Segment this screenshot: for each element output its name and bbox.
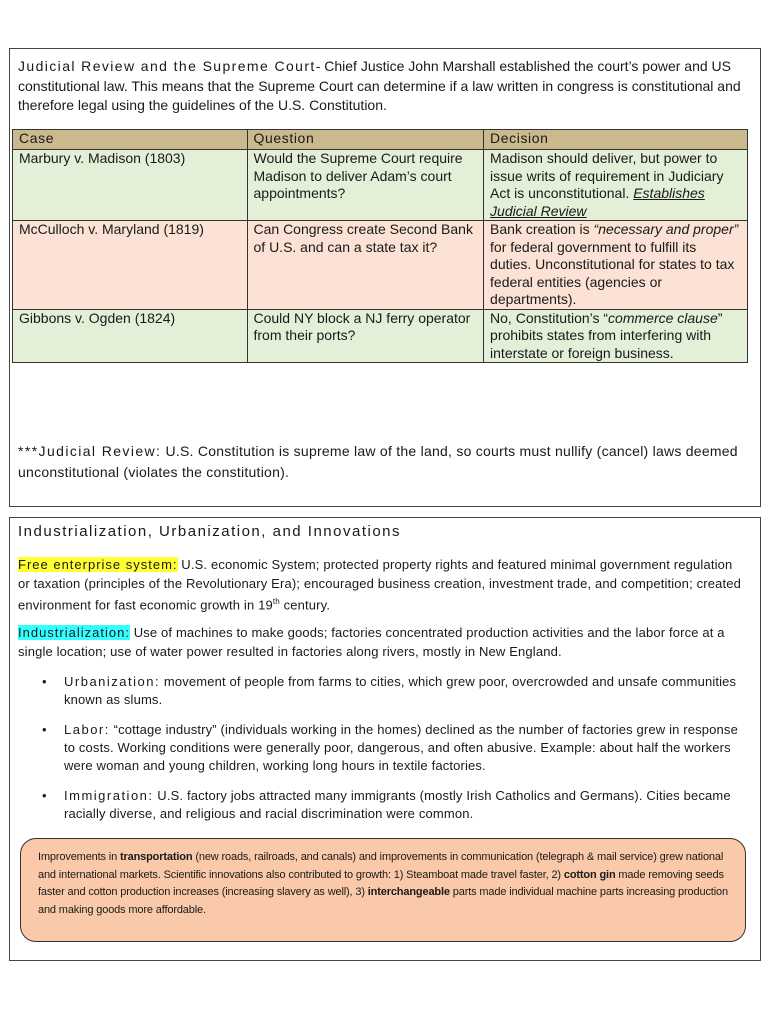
note-label: ***Judicial Review: — [18, 443, 162, 459]
keyword-transportation: transportation — [119, 851, 193, 863]
question-cell: Could NY block a NJ ferry operator from their ports? — [247, 309, 484, 363]
header-question: Question — [247, 130, 484, 150]
judicial-review-note — [18, 441, 753, 483]
table-row — [13, 221, 748, 310]
decision-cell: No, Constitution’s “commerce clause” prohibits states from interfering with interstate or foreign business. — [484, 309, 748, 363]
case-cell: Gibbons v. Ogden (1824) — [13, 309, 248, 363]
case-cell: Marbury v. Madison (1803) — [13, 150, 248, 221]
industrialization-paragraph: Industrialization: Use of machines to make goods; factories concentrated production activities and the labor force at a single location; use of water power resulted in factories along rivers, mostly in New England. — [18, 625, 725, 659]
industrialization-section — [9, 517, 761, 961]
question-cell: Can Congress create Second Bank of U.S. and can a state tax it? — [247, 221, 484, 310]
decision-cell: Bank creation is “necessary and proper” for federal government to fulfill its duties. Unconstitutional for states to tax federal entities (agencies or departments). — [484, 221, 748, 310]
keyword-cotton-gin: cotton gin — [563, 868, 616, 881]
bullet-list — [18, 673, 750, 835]
free-enterprise-paragraph: Free enterprise system: U.S. economic System; protected property rights and featured minimal government regulation or taxation (principles of the Revolutionary Era); encouraged business creation, investment trade, and competition; created environment for fast economic growth in 19th century. — [18, 557, 742, 613]
question-cell: Would the Supreme Court require Madison to deliver Adam’s court appointments? — [247, 150, 484, 221]
judicial-intro-text: Chief Justice John Marshall established the court’s power and US constitutional law. This means that the Supreme Court can determine if a law written in congress is constitutional and therefore legal using the guidelines of the U.S. Constitution. — [18, 58, 741, 113]
judicial-review-section — [9, 48, 761, 507]
table-header-row — [13, 130, 748, 150]
judicial-review-emphasis: Establishes Judicial Review — [490, 185, 705, 219]
bullet-icon: • — [42, 674, 47, 689]
table-row — [13, 309, 748, 363]
improvements-callout: Improvements in transportation (new roads, railroads, and canals) and improvements in communication (telegraph & mail service) grew national and international markets. Scientific innovations also contributed to growth: 1) Steamboat made travel faster, 2) cotton gin made removing seeds faster and cotton production increases (increasing slavery as well), 3) interchangeable parts made individual machine parts increasing production and making goods more affordable. — [20, 838, 746, 942]
header-decision: Decision — [484, 130, 748, 150]
list-item: • Labor: “cottage industry” (individuals working in the homes) declined as the number of factories grew in response to costs. Working conditions were generally poor, dangerous, and often abusive. Example: about half the workers were woman and young children, working long hours in textile factories. — [42, 722, 738, 773]
bullet-icon: • — [42, 722, 47, 737]
list-item: • Urbanization: movement of people from farms to cities, which grew poor, overcrowded and unsafe communities known as slums. — [42, 674, 737, 707]
bullet-icon: • — [42, 788, 47, 803]
bullet-label: Urbanization: — [64, 674, 161, 689]
keyword-interchangeable: interchangeable — [367, 886, 450, 898]
free-enterprise-label: Free enterprise system: — [18, 557, 178, 572]
decision-cell: Madison should deliver, but power to issue writs of requirement in Judiciary Act is unconstitutional. Establishes Judicial Review — [484, 150, 748, 221]
list-item: • Immigration: U.S. factory jobs attracted many immigrants (mostly Irish Catholics and Germans). Cities became racially diverse, and religious and racial discrimination were common. — [42, 788, 731, 821]
industrialization-label: Industrialization: — [18, 625, 130, 640]
header-case: Case — [13, 130, 248, 150]
bullet-label: Labor: — [64, 722, 110, 737]
judicial-intro: Judicial Review and the Supreme Court- Chief Justice John Marshall established the court’s power and US constitutional law. This means that the Supreme Court can determine if a law written in congress is constitutional and therefore legal using the guidelines of the U.S. Constitution. — [18, 58, 741, 113]
judicial-title: Judicial Review and the Supreme Court — [18, 58, 316, 74]
case-cell: McCulloch v. Maryland (1819) — [13, 221, 248, 310]
section-title: Industrialization, Urbanization, and Innovations — [18, 523, 402, 540]
bullet-label: Immigration: — [64, 788, 154, 803]
table-row — [13, 150, 748, 221]
note-text: U.S. Constitution is supreme law of the land, so courts must nullify (cancel) laws deemed unconstitutional (violates the constitution). — [18, 443, 738, 480]
court-cases-table — [12, 129, 748, 363]
